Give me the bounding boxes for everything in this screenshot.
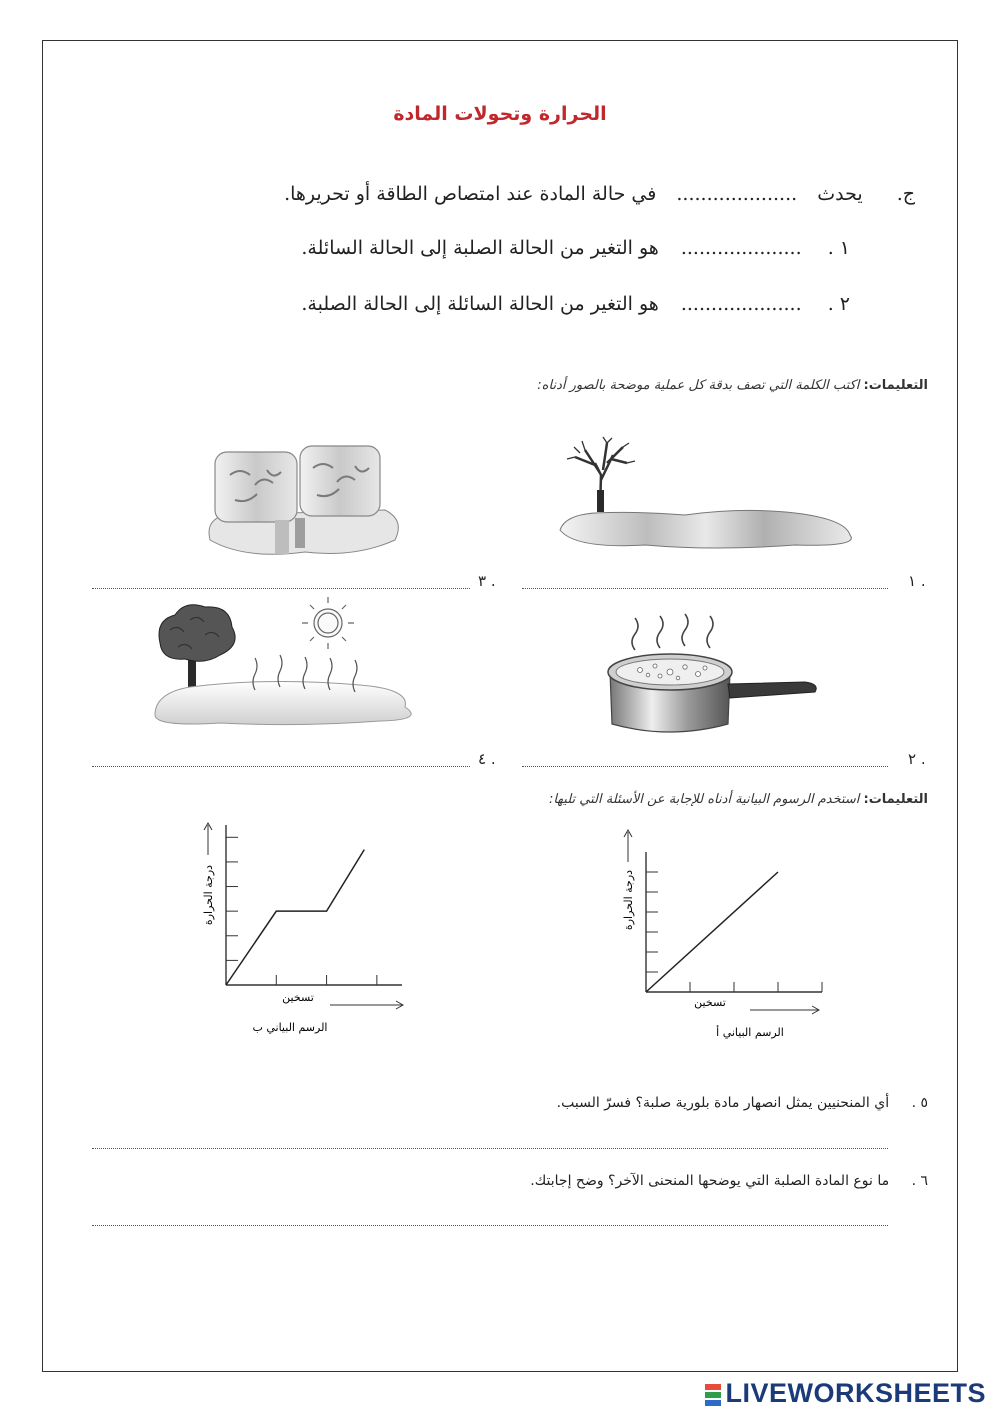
picture-number: ٣ . bbox=[478, 572, 496, 590]
tree-icon bbox=[567, 437, 635, 512]
question-6: ٦ . ما نوع المادة الصلبة التي يوضحها المنحنى الآخر؟ وضح إجابتك. bbox=[530, 1173, 928, 1189]
fill-in-line-1: ج. يحدث .................... في حالة المادة عند امتصاص الطاقة أو تحريرها. bbox=[284, 183, 915, 205]
evaporating-puddle-picture bbox=[150, 595, 430, 735]
y-arrow-icon bbox=[624, 830, 632, 862]
y-arrow-icon bbox=[204, 823, 212, 855]
answer-line[interactable] bbox=[92, 766, 470, 767]
answer-blank[interactable]: .................... bbox=[680, 237, 802, 259]
graph-a-caption: الرسم البياني أ bbox=[716, 1026, 784, 1039]
graph-b-ylabel: درجة الحرارة bbox=[202, 864, 215, 926]
picture-number: ٢ . bbox=[908, 750, 926, 768]
fill-in-item-2: ٢ . .................... هو التغير من الحالة السائلة إلى الحالة الصلبة. bbox=[301, 293, 850, 315]
picture-number: ١ . bbox=[908, 572, 926, 590]
graph-b bbox=[180, 815, 420, 1045]
graph-a bbox=[600, 820, 840, 1050]
x-arrow-icon bbox=[750, 1006, 819, 1014]
answer-blank[interactable]: .................... bbox=[676, 183, 798, 205]
instructions-1: التعليمات: اكتب الكلمة التي تصف بدقة كل عملية موضحة بالصور أدناه: bbox=[537, 378, 928, 393]
ice-cube-icon bbox=[215, 452, 297, 522]
ice-cube-icon bbox=[300, 446, 380, 516]
sun-icon bbox=[302, 597, 354, 649]
pot-icon bbox=[608, 654, 816, 732]
graph-b-xlabel: تسخين bbox=[282, 991, 314, 1004]
answer-line[interactable] bbox=[92, 1225, 888, 1226]
graph-a-ylabel: درجة الحرارة bbox=[622, 869, 635, 931]
boiling-pot-picture bbox=[600, 612, 825, 742]
answer-line[interactable] bbox=[92, 588, 470, 589]
series-line bbox=[226, 850, 364, 985]
picture-number: ٤ . bbox=[478, 750, 496, 768]
graph-a-xlabel: تسخين bbox=[694, 996, 726, 1009]
series-line bbox=[646, 872, 778, 992]
section-label: ج. bbox=[896, 183, 915, 205]
answer-line[interactable] bbox=[522, 766, 888, 767]
instructions-2: التعليمات: استخدم الرسوم البيانية أدناه للإجابة عن الأسئلة التي تليها: bbox=[548, 792, 928, 807]
answer-blank[interactable]: .................... bbox=[680, 293, 802, 315]
question-5: ٥ . أي المنحنيين يمثل انصهار مادة بلورية صلبة؟ فسرّ السبب. bbox=[556, 1095, 928, 1111]
tree-puddle-picture bbox=[545, 435, 865, 560]
answer-line[interactable] bbox=[522, 588, 888, 589]
x-arrow-icon bbox=[330, 1001, 403, 1009]
liveworksheets-logo: LIVEWORKSHEETS bbox=[705, 1378, 986, 1409]
graph-b-caption: الرسم البياني ب bbox=[252, 1021, 328, 1034]
answer-line[interactable] bbox=[92, 1148, 888, 1149]
tree-icon bbox=[159, 605, 235, 687]
brand-badge-icon bbox=[705, 1384, 721, 1406]
fill-in-item-1: ١ . .................... هو التغير من الحالة الصلبة إلى الحالة السائلة. bbox=[301, 237, 850, 259]
melting-ice-picture bbox=[205, 440, 405, 565]
page-title: الحرارة وتحولات المادة bbox=[393, 103, 607, 125]
steam-icon bbox=[632, 614, 713, 650]
